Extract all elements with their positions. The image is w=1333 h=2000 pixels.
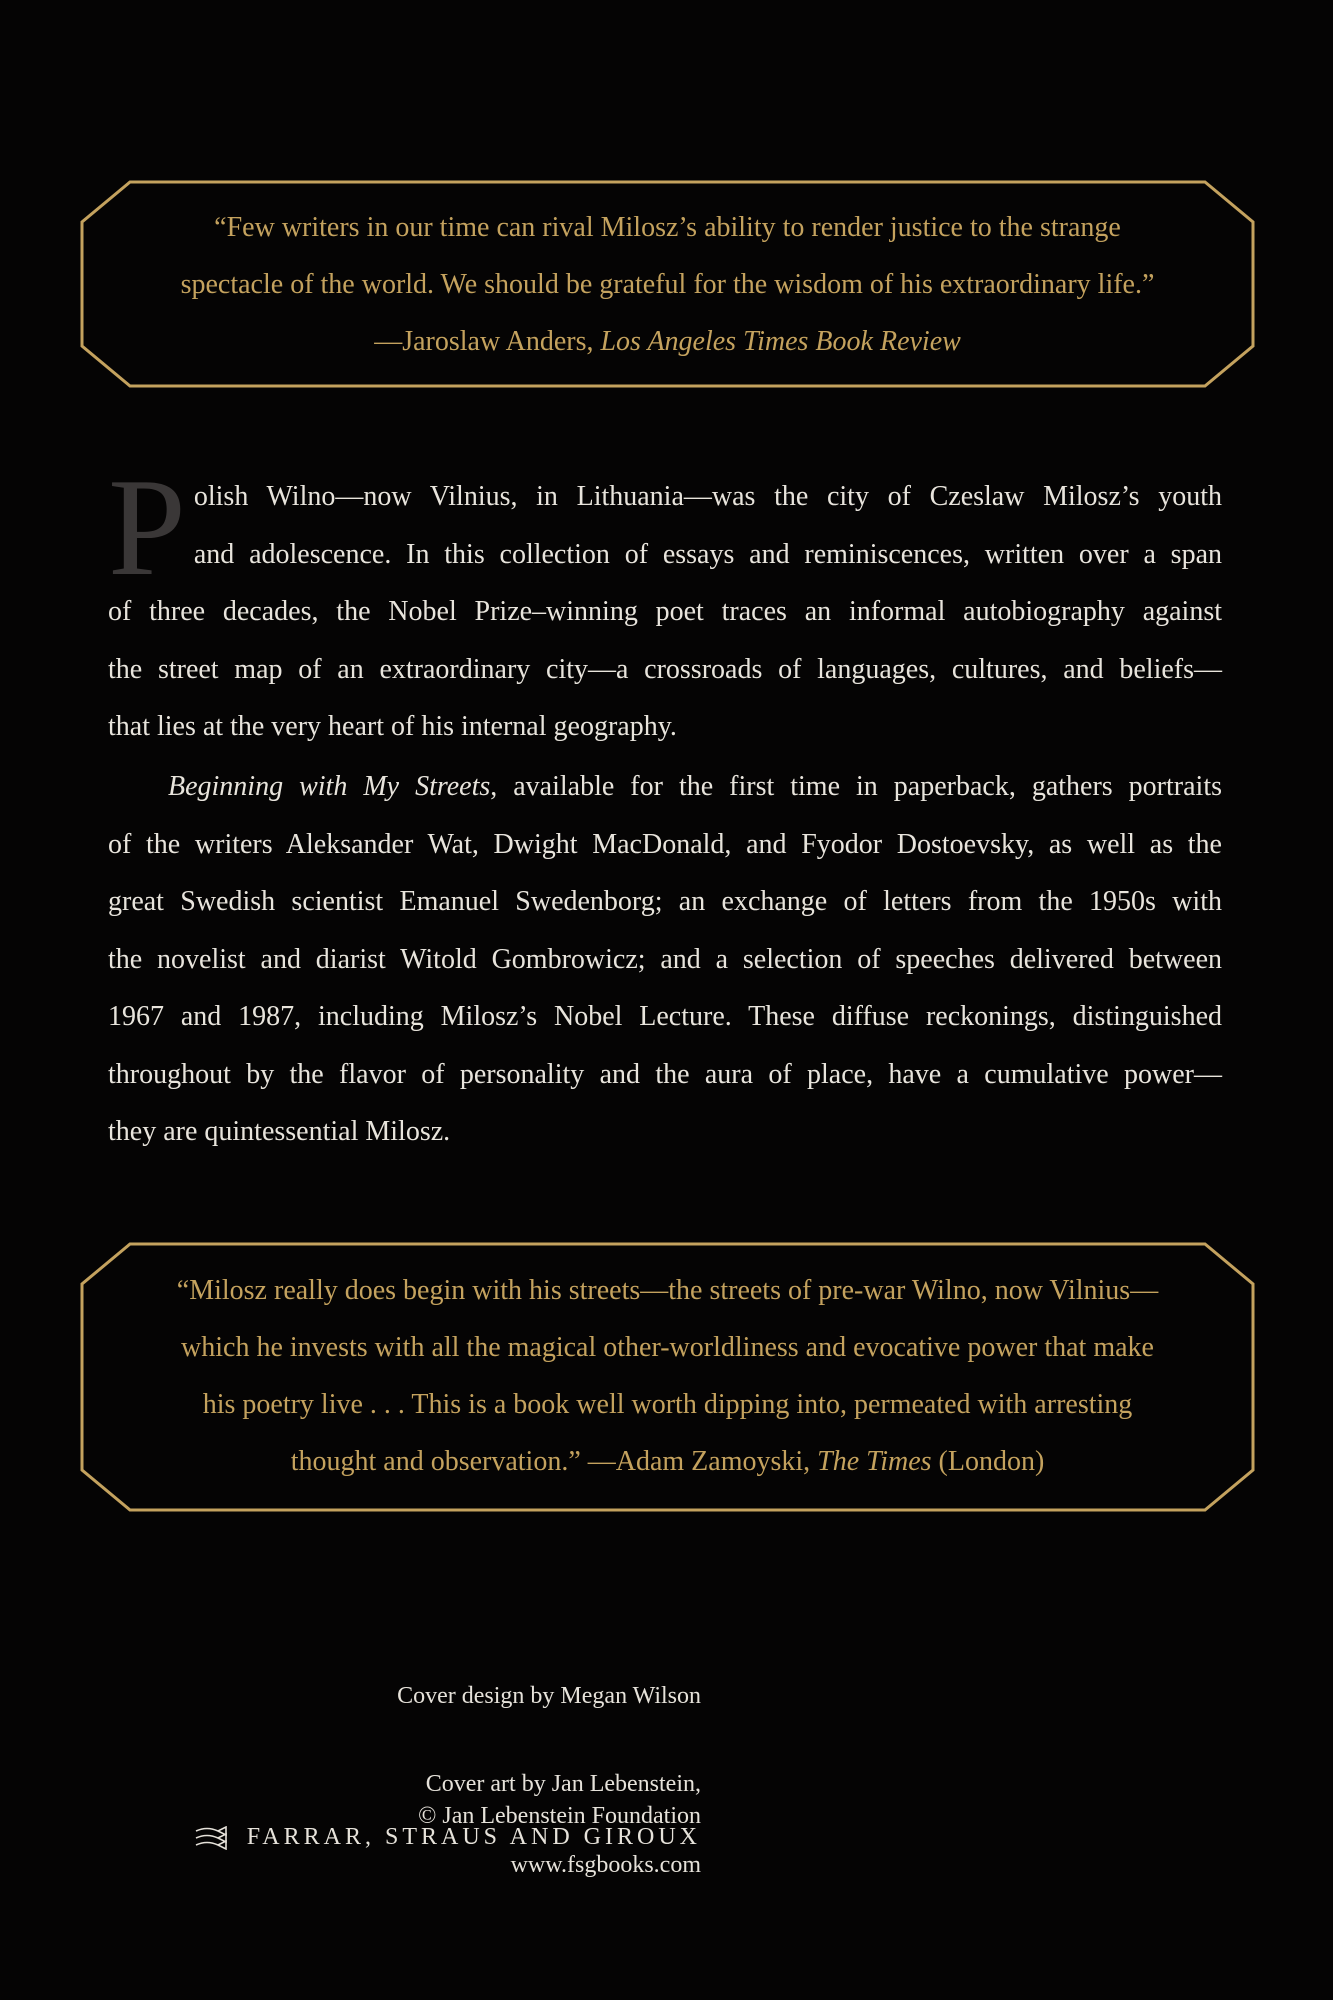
cover-art-credit: Cover art by Jan Lebenstein, © Jan Lebenstein Foundation (418, 1771, 701, 1829)
description-paragraph-1 (108, 450, 1222, 756)
paragraph-line: and adolescence. In this collection of essays and reminiscences, written over a span (193, 538, 1222, 570)
quote-source: Los Angeles Times Book Review (600, 326, 961, 357)
description-paragraph-2 (108, 758, 1222, 1161)
quote-line: spectacle of the world. We should be grateful for the wisdom of his extraordinary life.” (180, 269, 1155, 300)
bottom-quote-text (80, 1262, 1255, 1490)
paragraph-line: great Swedish scientist Emanuel Swedenborg; an exchange of letters from the 1950s with (108, 886, 1222, 917)
bottom-quote-box (80, 1242, 1255, 1512)
paragraph-line: of the writers Aleksander Wat, Dwight MacDonald, and Fyodor Dostoevsky, as well as the (108, 828, 1222, 860)
paragraph-line: that lies at the very heart of his internal geography. (108, 711, 677, 742)
quote-source: The Times (817, 1446, 932, 1477)
quote-line: “Few writers in our time can rival Milosz’s ability to render justice to the strange (214, 212, 1121, 243)
top-quote-text (80, 199, 1255, 370)
publisher-url[interactable]: www.fsgbooks.com (510, 1852, 701, 1878)
quote-line: “Milosz really does begin with his streets—the streets of pre-war Wilno, now Vilnius— (176, 1275, 1159, 1306)
paragraph-line: they are quintessential Milosz. (108, 1116, 451, 1147)
paragraph-line: the novelist and diarist Witold Gombrowicz; and a selection of speeches delivered between (108, 943, 1222, 975)
quote-attribution: —Jaroslaw Anders, Los Angeles Times Book Review (374, 326, 961, 357)
fsg-fish-logo-icon (193, 1826, 229, 1850)
paragraph-line: 1967 and 1987, including Milosz’s Nobel Lecture. These diffuse reckonings, distinguished (108, 1001, 1222, 1032)
paragraph-line: the street map of an extraordinary city—a crossroads of languages, cultures, and beliefs— (108, 653, 1222, 685)
paragraph-line: of three decades, the Nobel Prize–winning poet traces an informal autobiography against (108, 596, 1222, 627)
quote-line: his poetry live . . . This is a book well worth dipping into, permeated with arresting (202, 1389, 1133, 1420)
quote-attribution: thought and observation.” —Adam Zamoyski, The Times (London) (290, 1446, 1045, 1477)
top-quote-box (80, 180, 1255, 388)
paragraph-line: olish Wilno—now Vilnius, in Lithuania—was the city of Czeslaw Milosz’s youth (193, 481, 1222, 512)
paragraph-line: Beginning with My Streets, available for the first time in paperback, gathers portraits (168, 771, 1222, 802)
paragraph-line: throughout by the flavor of personality and the aura of place, have a cumulative power— (108, 1058, 1222, 1090)
drop-cap: P (108, 450, 186, 605)
quote-line: which he invests with all the magical other-worldliness and evocative power that make (181, 1332, 1154, 1363)
publisher-line (193, 1824, 701, 1851)
publisher-name: FARRAR, STRAUS AND GIROUX (246, 1824, 701, 1850)
cover-design-credit: Cover design by Megan Wilson (397, 1683, 701, 1709)
book-title: Beginning with My Streets (168, 771, 491, 802)
